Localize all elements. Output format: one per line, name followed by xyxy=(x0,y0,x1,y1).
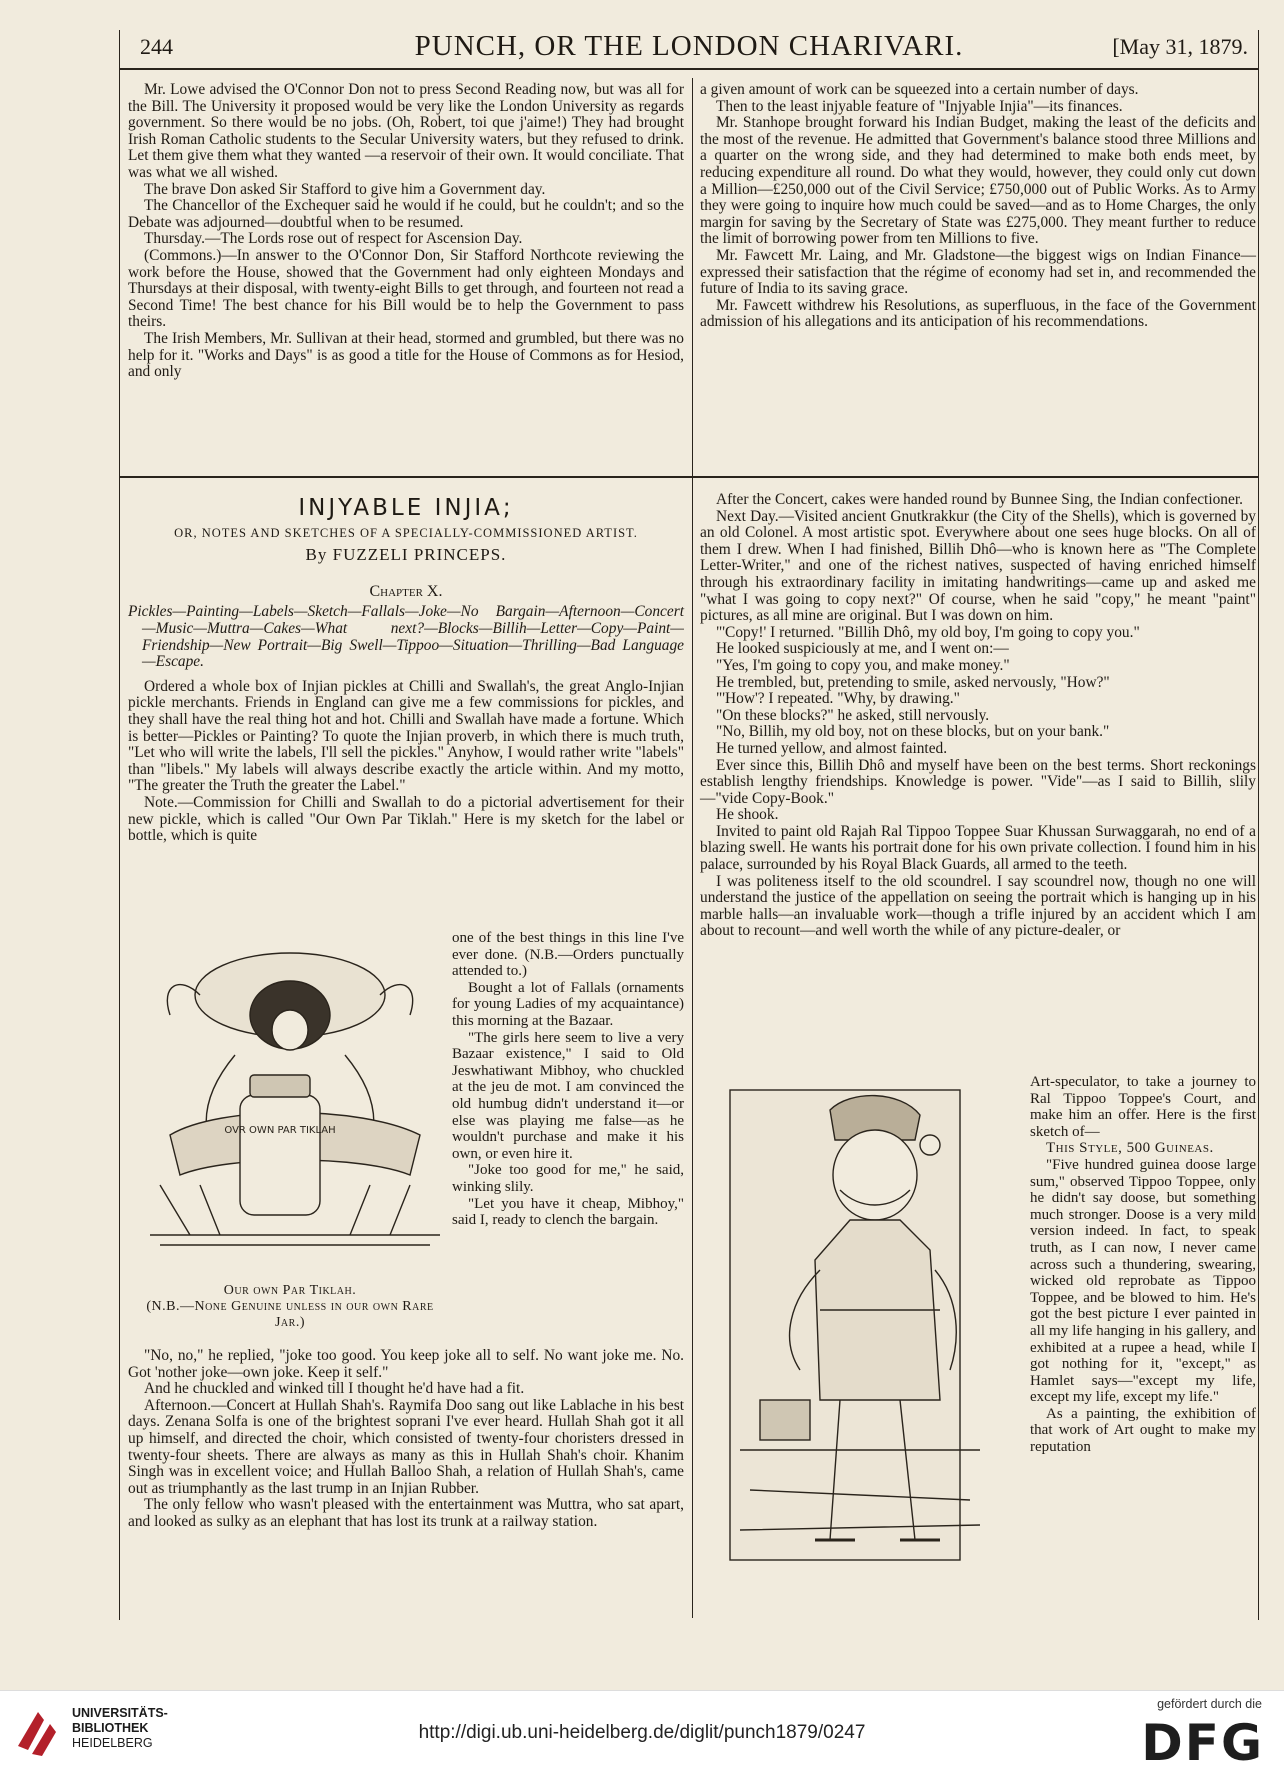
dfg-logo: DFG xyxy=(1141,1714,1264,1772)
paragraph: a given amount of work can be squeezed into a certain number of days. xyxy=(700,81,1139,98)
paragraph: The brave Don asked Sir Stafford to give him a Government day. xyxy=(144,180,546,198)
paragraph: one of the best things in this line I've ever done. (N.B.—Orders punctually attended to.) xyxy=(452,930,684,980)
paragraph: After the Concert, cakes were handed round by Bunnee Sing, the Indian confectioner. xyxy=(716,491,1243,508)
jar-label-text: OVR OWN PAR TIKLAH xyxy=(224,1125,336,1136)
paragraph: "No, Billih, my old boy, not on these blocks, but on your bank." xyxy=(716,723,1110,741)
paragraph: Invited to paint old Rajah Ral Tippoo Toppee Suar Khussan Surwaggarah, no end of a blazing swell. He wants his portrait done for his own private collection. I found him in his palace, surrounded by his Royal Black Guards, all armed to the teeth. xyxy=(700,822,1256,874)
paragraph: Ordered a whole box of Injian pickles at Chilli and Swallah's, the great Anglo-Injian pickle merchants. Friends in England can give me a few commissions for pickles, and they shall have the real thing hot and hot. Chilli and Swallah have made a fortune. Which is better—Pickles or Painting? To quote the Injian proverb, in which there is much truth, "Let who will write the labels, I'll sell the pickles." Anyhow, I would rather write "labels" than "libels." My labels will always describe exactly the article within. And my motto, "The greater the Truth the greater the Label." xyxy=(128,677,684,795)
permalink-url[interactable]: http://digi.ub.uni-heidelberg.de/diglit/punch1879/0247 xyxy=(418,1722,866,1743)
issue-date: [May 31, 1879. xyxy=(1112,34,1248,59)
jar-caption xyxy=(130,1283,450,1331)
article-left-bottom xyxy=(128,1348,684,1531)
paragraph: "'How'? I repeated. "Why, by drawing." xyxy=(716,690,960,708)
paragraph: "Joke too good for me," he said, winking slily. xyxy=(452,1162,684,1195)
article-left-column xyxy=(128,495,684,845)
paragraph: Bought a lot of Fallals (ornaments for young Ladies of my acquaintance) this morning at the Bazaar. xyxy=(452,979,684,1029)
publication-title: PUNCH, OR THE LONDON CHARIVARI. xyxy=(414,30,964,62)
paragraph: "Yes, I'm going to copy you, and make money." xyxy=(716,656,1010,674)
paragraph: Thursday.—The Lords rose out of respect for Ascension Day. xyxy=(144,230,523,248)
pickle-jar-illustration xyxy=(140,935,450,1265)
library-name-line2: BIBLIOTHEK xyxy=(72,1721,149,1735)
parliament-report-left xyxy=(128,82,684,381)
paragraph: Ever since this, Billih Dhô and myself have been on the best terms. Short reckonings establish lengthy friendships. Knowledge is power. "Vide"—as I said to Billih, slily—"vide Copy-Book." xyxy=(700,756,1256,807)
article-subtitle: OR, NOTES AND SKETCHES OF A SPECIALLY-COMMISSIONED ARTIST. xyxy=(174,525,638,540)
paragraph: "The girls here seem to live a very Bazaar existence," I said to Old Jeswhatiwant Mibhoy, who chuckled at the jeu de mot. I am convinced the old humbug didn't understand it—or else was playing me false—as he wouldn't purchase and make it his own, or even hire it. xyxy=(452,1029,684,1162)
parliament-report-right xyxy=(700,82,1256,331)
column-divider xyxy=(692,78,693,1618)
caption-note: (N.B.—None Genuine unless in our own Rare Jar.) xyxy=(146,1299,434,1330)
tippoo-portrait-illustration xyxy=(700,1070,1020,1615)
paragraph: Afternoon.—Concert at Hullah Shah's. Raymifa Doo sang out like Lablache in his best days. Zenana Solfa is one of the brightest soprani I've ever heard. Hullah Shah got it all up himself, and directed the choir, which consisted of twenty-four choristers dressed in twenty-four sheets. There are always as many as this in Hullah Shah's choir. Khanim Singh was in excellent voice; and Hullah Balloo Shah, a relation of Hullah Shah's, came out as triumphantly as the last trump in an Injian Rubber. xyxy=(128,1396,684,1497)
paragraph: "On these blocks?" he asked, still nervously. xyxy=(716,706,990,724)
paragraph-heading: This Style, 500 Guineas. xyxy=(1046,1140,1214,1157)
paragraph: "'Copy!' I returned. "Billih Dhô, my old boy, I'm going to copy you." xyxy=(716,623,1140,641)
section-divider xyxy=(119,476,1258,478)
right-border-rule xyxy=(1258,30,1259,1620)
paragraph: And he chuckled and winked till I thought he'd have had a fit. xyxy=(144,1380,525,1398)
paragraph: I was politeness itself to the old scoundrel. I say scoundrel now, though no one will understand the justice of the appellation on seeing the portrait which is hanging up in his marble halls—an invaluable work—though a trifle injured by an accident which I am about to recount—and well worth the while of any picture-dealer, or xyxy=(700,872,1256,940)
library-name-line1: UNIVERSITÄTS- xyxy=(72,1706,168,1720)
paragraph: "Five hundred guinea doose large sum," observed Tippoo Toppee, only he didn't say doose, but something much stronger. Doose is a very mild version indeed. In fact, to speak truth, as I can now, I never came across such a thundering, swearing, wicked old reprobate as Tippoo Toppee, and be blowed to him. He's got the best picture I ever painted in all my life hanging in his gallery, and exhibited at a rupee a head, while I got nothing for it, "except," as Hamlet says—"except my life, except my life, except my life." xyxy=(1030,1156,1256,1406)
article-title: INJYABLE INJIA; xyxy=(298,495,514,521)
page-header xyxy=(120,30,1258,70)
paragraph: Note.—Commission for Chilli and Swallah to do a pictorial advertisement for their new pickle, which is called "Our Own Par Tiklah." Here is my sketch for the label or bottle, which is quite xyxy=(128,793,684,845)
paragraph: "No, no," he replied, "joke too good. You keep joke all to self. No want joke me. No. Got 'nother joke—own joke. Keep it self." xyxy=(128,1347,684,1381)
paragraph: Next Day.—Visited ancient Gnutkrakkur (the City of the Shells), which is governed by an old Colonel. A most artistic spot. Everywhere about one sees huge blocks. On all of them I drew. When I had finished, Billih Dhô—who is known here as "The Complete Letter-Writer," and one of the richest natives, suspected of having enriched himself through his extraordinary facility in imitating handwritings—came up and asked me "what I was going to copy next?" Of course, when he said "copy," he meant "paint" pictures, as all mine are original. But I was down on him. xyxy=(700,507,1256,625)
paragraph: He trembled, but, pretending to smile, asked nervously, "How?" xyxy=(716,673,1110,691)
paragraph: He looked suspiciously at me, and I went on:— xyxy=(716,640,1009,658)
paragraph: Then to the least injyable feature of "Injyable Injia"—its finances. xyxy=(716,97,1123,115)
paragraph: He shook. xyxy=(716,806,779,824)
paragraph: The Irish Members, Mr. Sullivan at their head, stormed and grumbled, but there was no help for it. "Works and Days" is as good a title for the House of Commons as for Hesiod, and only xyxy=(128,329,684,381)
paragraph: Mr. Lowe advised the O'Connor Don not to press Second Reading now, but was all for the Bill. The University it proposed would be very like the London University as regards government. So there would be no jobs. (Oh, Robert, toi que j'aime!) They had brought Irish Roman Catholic students to the Secular University waters, but they refused to drink. Let them give them what they wanted —a reservoir of their own. It would conciliate. That was what we all wished. xyxy=(128,81,684,181)
chapter-heading: Chapter X. xyxy=(369,582,443,600)
chapter-synopsis: Pickles—Painting—Labels—Sketch—Fallals—Joke—No Bargain—Afternoon—Concert—Music—Muttra—Cakes—What next?—Blocks—Billih—Letter—Copy—Paint—Friendship—New Portrait—Big Swell—Tippoo—Situation—Thrilling—Bad Language—Escape. xyxy=(128,603,684,671)
paragraph: Mr. Stanhope brought forward his Indian Budget, making the least of the deficits and the most of the revenue. He admitted that Government's balance stood three Millions and a quarter on the wrong side, and they had determined to make both ends meet, by reducing expenditure all round. Do what they would, however, they could only cut down a Million—£250,000 out of the Civil Service; £750,000 out of Public Works. As to Army they were going to inquire how much could be saved—and as to Home Charges, the only margin for saving by the Secretary of State was £275,000. They meant further to reduce the limit of borrowing power from ten Millions to five. xyxy=(700,114,1256,248)
paragraph: Mr. Fawcett Mr. Laing, and Mr. Gladstone—the biggest wigs on Indian Finance—expressed their satisfaction that the régime of economy had set in, and recommended the future of India to its saving grace. xyxy=(700,246,1256,298)
article-left-narrow xyxy=(452,930,684,1229)
paragraph: The Chancellor of the Exchequer said he would if he could, but he couldn't; and so the Debate was adjourned—doubtful when to be resumed. xyxy=(128,197,684,231)
article-byline: By FUZZELI PRINCEPS. xyxy=(305,545,507,565)
paragraph: Mr. Fawcett withdrew his Resolutions, as superfluous, in the face of the Government admission of his allegations and its anticipation of his recommendations. xyxy=(700,296,1256,331)
article-right-column xyxy=(700,492,1256,940)
paragraph: The only fellow who wasn't pleased with the entertainment was Muttra, who sat apart, and looked as sulky as an elephant that has lost its trunk at a railway station. xyxy=(128,1496,684,1530)
caption-title: Our own Par Tiklah. xyxy=(223,1283,357,1298)
paragraph: Art-speculator, to take a journey to Ral Tippoo Toppee's Court, and make him an offer. Here is the first sketch of— xyxy=(1030,1074,1256,1140)
left-border-rule xyxy=(119,30,120,1620)
paragraph: "Let you have it cheap, Mibhoy," said I, ready to clench the bargain. xyxy=(452,1195,684,1229)
article-right-narrow xyxy=(1030,1074,1256,1456)
funded-by-label: gefördert durch die xyxy=(1157,1697,1262,1711)
paragraph: (Commons.)—In answer to the O'Connor Don, Sir Stafford Northcote reviewing the work before the House, showed that the Government had only eighteen Mondays and Thursdays at their disposal, with twenty-eight Bills to get through, and fourteen not read a Second Time! The best chance for his Bill would be to help the Government to pass theirs. xyxy=(128,246,684,331)
paragraph: As a painting, the exhibition of that work of Art ought to make my reputation xyxy=(1030,1405,1256,1456)
page-number: 244 xyxy=(140,34,173,59)
paragraph: He turned yellow, and almost fainted. xyxy=(716,739,948,757)
library-name-line3: HEIDELBERG xyxy=(72,1736,153,1750)
